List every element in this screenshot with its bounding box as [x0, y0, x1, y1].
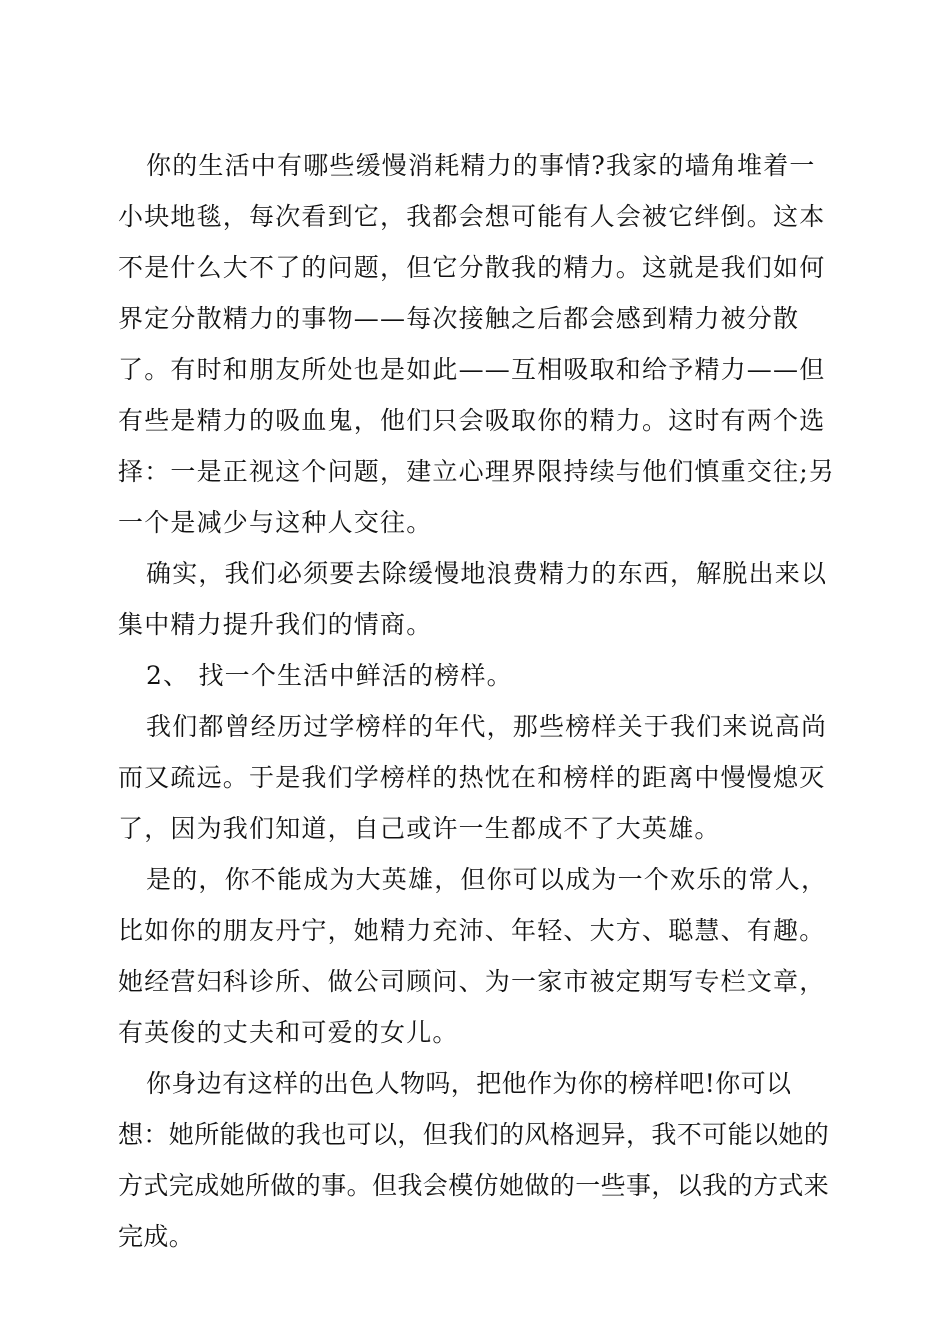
numbered-heading-role-model: 2、 找一个生活中鲜活的榜样。: [146, 661, 513, 690]
paragraph-learn-from-models: 我们都曾经历过学榜样的年代，那些榜样关于我们来说高尚而又疏远。于是我们学榜样的热忱在和榜样的距离中慢慢熄灭了，因为我们知道，自己或许一生都成不了大英雄。: [118, 712, 828, 843]
paragraph-remove-waste: 确实，我们必须要去除缓慢地浪费精力的东西，解脱出来以集中精力提升我们的情商。: [118, 559, 828, 639]
paragraph-energy-drain: 你的生活中有哪些缓慢消耗精力的事情?我家的墙角堆着一小块地毯，每次看到它，我都会想可能有人会被它绊倒。这本不是什么大不了的问题，但它分散我的精力。这就是我们如何界定分散精力的事物——每次接触之后都会感到精力被分散了。有时和朋友所处也是如此——互相吸取和给予精力——但有些是精力的吸血鬼，他们只会吸取你的精力。这时有两个选择：一是正视这个问题，建立心理界限持续与他们慎重交往;另一个是减少与这种人交往。: [118, 151, 836, 537]
document-body: [118, 140, 838, 1262]
paragraph-ordinary-person: 是的，你不能成为大英雄，但你可以成为一个欢乐的常人，比如你的朋友丹宁，她精力充沛、年轻、大方、聪慧、有趣。她经营妇科诊所、做公司顾问、为一家市被定期写专栏文章，有英俊的丈夫和可爱的女儿。: [118, 865, 828, 1047]
paragraph-imitate-model: 你身边有这样的出色人物吗，把他作为你的榜样吧!你可以想：她所能做的我也可以，但我们的风格迥异，我不可能以她的方式完成她所做的事。但我会模仿她做的一些事，以我的方式来完成。: [118, 1069, 830, 1251]
